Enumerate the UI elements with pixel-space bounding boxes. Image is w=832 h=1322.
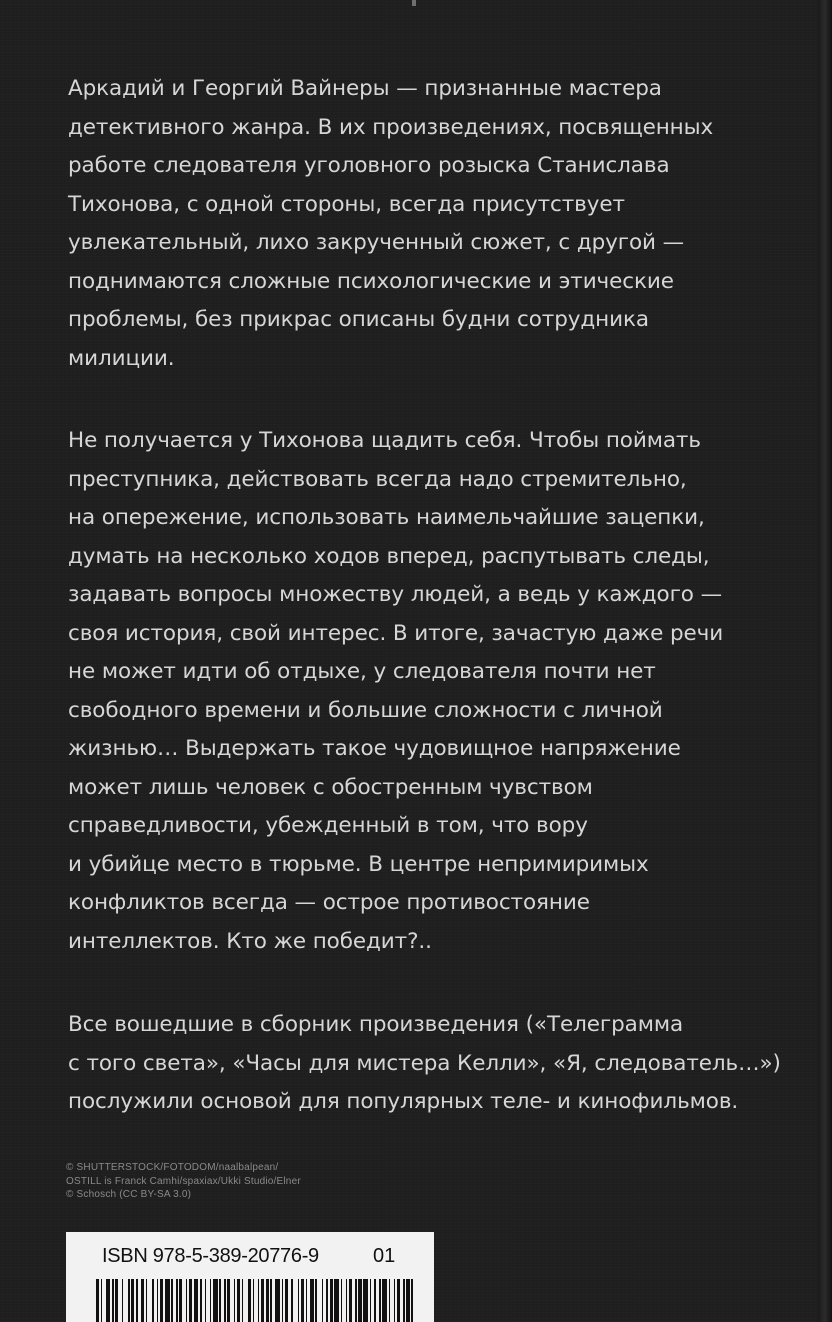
barcode-bar <box>310 1279 313 1322</box>
text-line: милиции. <box>68 345 175 371</box>
barcode-bar <box>152 1279 154 1322</box>
isbn-number: ISBN 978-5-389-20776-9 <box>102 1245 319 1267</box>
cover-edge <box>818 0 832 1322</box>
text-line: свободного времени и большие сложности с личной <box>68 697 663 723</box>
text-line: проблемы, без прикрас описаны будни сотрудника <box>68 307 649 332</box>
barcode-bar <box>179 1279 182 1322</box>
barcode-bar <box>363 1279 368 1322</box>
barcode-bar <box>186 1279 188 1322</box>
barcode-bar <box>394 1279 396 1322</box>
barcode-bar <box>200 1279 202 1322</box>
text-line: работе следователя уголовного розыска Станислава <box>68 153 670 178</box>
text-line: думать на несколько ходов вперед, распутывать следы, <box>68 543 710 569</box>
barcode-bar <box>101 1279 103 1322</box>
barcode-bar <box>291 1279 293 1322</box>
credit-line: © Schosch (CC BY-SA 3.0) <box>66 1189 192 1200</box>
text-line: задавать вопросы множеству людей, а ведь у каждого — <box>68 582 722 607</box>
barcode-bar <box>334 1279 339 1322</box>
barcode-bar <box>397 1279 400 1322</box>
barcode-bar <box>261 1279 264 1322</box>
barcode-bar <box>282 1279 284 1322</box>
barcode-bar <box>382 1279 387 1322</box>
text-line: жизнью… Выдержать такое чудовищное напряжение <box>68 736 681 761</box>
barcode-bar <box>301 1279 304 1322</box>
barcode-bar <box>122 1279 124 1322</box>
text-line: конфликтов всегда — острое противостояние <box>68 890 590 915</box>
barcode-bar <box>176 1279 178 1322</box>
barcode-bars <box>96 1279 416 1322</box>
barcode-bar <box>389 1279 391 1322</box>
barcode-bar <box>227 1279 230 1322</box>
barcode-bar <box>210 1279 212 1322</box>
barcode-bar <box>157 1279 159 1322</box>
barcode-bar <box>266 1279 269 1322</box>
barcode-bar <box>258 1279 260 1322</box>
barcode-bar <box>341 1279 343 1322</box>
barcode-bar <box>306 1279 308 1322</box>
barcode-bar <box>219 1279 221 1322</box>
isbn-addon: 01 <box>373 1245 396 1267</box>
text-line: интеллектов. Кто же победит?.. <box>68 928 432 954</box>
barcode-bar <box>112 1279 114 1322</box>
barcode-bar <box>224 1279 226 1322</box>
text-line: Все вошедшие в сборник произведения («Телеграмма <box>68 1012 684 1037</box>
text-line: послужили основой для популярных теле- и кинофильмов. <box>68 1089 739 1114</box>
text-line: преступника, действовать всегда надо стремительно, <box>68 466 687 492</box>
credit-line: © SHUTTERSTOCK/FOTODOM/naalbalpean/ <box>66 1162 279 1173</box>
barcode-bar <box>379 1279 381 1322</box>
text-line: Аркадий и Георгий Вайнеры — признанные мастера <box>68 76 662 101</box>
barcode-bar <box>96 1279 99 1322</box>
credit-line: OSTILL is Franck Camhi/spaxiax/Ukki Studio/Elner <box>66 1175 301 1187</box>
text-line: на опережение, использовать наимельчайшие зацепки, <box>68 505 705 530</box>
barcode-bar <box>189 1279 192 1322</box>
barcode-bar <box>253 1279 255 1322</box>
text-line: детективного жанра. В их произведениях, посвященных <box>68 114 714 140</box>
barcode-bar <box>248 1279 251 1322</box>
barcode-bar <box>194 1279 199 1322</box>
text-line: Тихонова, с одной стороны, всегда присутствует <box>68 191 625 217</box>
barcode-bar <box>165 1279 170 1322</box>
barcode-bar <box>275 1279 280 1322</box>
barcode-bar <box>234 1279 236 1322</box>
barcode-bar <box>370 1279 372 1322</box>
barcode-bar <box>349 1279 352 1322</box>
barcode-bar <box>330 1279 333 1322</box>
barcode-bar <box>298 1279 300 1322</box>
barcode-bar <box>160 1279 163 1322</box>
text-line: справедливости, убежденный в том, что вору <box>68 813 588 838</box>
barcode-bar <box>242 1279 244 1322</box>
description-paragraph-2 <box>68 422 723 961</box>
barcode-bar <box>128 1279 130 1322</box>
barcode-bar <box>213 1279 218 1322</box>
barcode-bar <box>115 1279 118 1322</box>
barcode-bar <box>326 1279 328 1322</box>
barcode-bar <box>171 1279 173 1322</box>
text-line: увлекательный, лихо закрученный сюжет, с другой — <box>68 230 685 255</box>
text-line: может лишь человек с обостренным чувством <box>68 774 593 800</box>
barcode-bar <box>322 1279 324 1322</box>
barcode-bar <box>146 1279 148 1322</box>
barcode-bar <box>358 1279 361 1322</box>
barcode-bar <box>270 1279 272 1322</box>
top-mark <box>412 0 416 6</box>
barcode-bar <box>131 1279 134 1322</box>
barcode-bar <box>205 1279 207 1322</box>
description-paragraph-1 <box>68 70 713 378</box>
barcode-bar <box>136 1279 138 1322</box>
description-paragraph-3 <box>68 1006 781 1122</box>
barcode-bar <box>315 1279 317 1322</box>
text-line: с того света», «Часы для мистера Келли», «Я, следователь…») <box>68 1050 781 1076</box>
barcode-bar <box>141 1279 144 1322</box>
barcode-bar <box>346 1279 348 1322</box>
barcode-bar <box>406 1279 409 1322</box>
text-line: своя история, свой интерес. В итоге, зачастую даже речи <box>68 620 724 646</box>
image-credits <box>66 1161 301 1202</box>
text-line: и убийце место в тюрьме. В центре непримиримых <box>68 851 649 877</box>
barcode-bar <box>403 1279 405 1322</box>
barcode-bar <box>285 1279 288 1322</box>
barcode-bar <box>355 1279 357 1322</box>
text-line: не может идти об отдыхе, у следователя почти нет <box>68 659 656 684</box>
barcode-bar <box>411 1279 413 1322</box>
barcode-bar <box>106 1279 111 1322</box>
barcode-bar <box>374 1279 376 1322</box>
text-line: поднимаются сложные психологические и этические <box>68 268 674 294</box>
text-line: Не получается у Тихонова щадить себя. Чтобы поймать <box>68 428 701 453</box>
barcode-bar <box>237 1279 240 1322</box>
